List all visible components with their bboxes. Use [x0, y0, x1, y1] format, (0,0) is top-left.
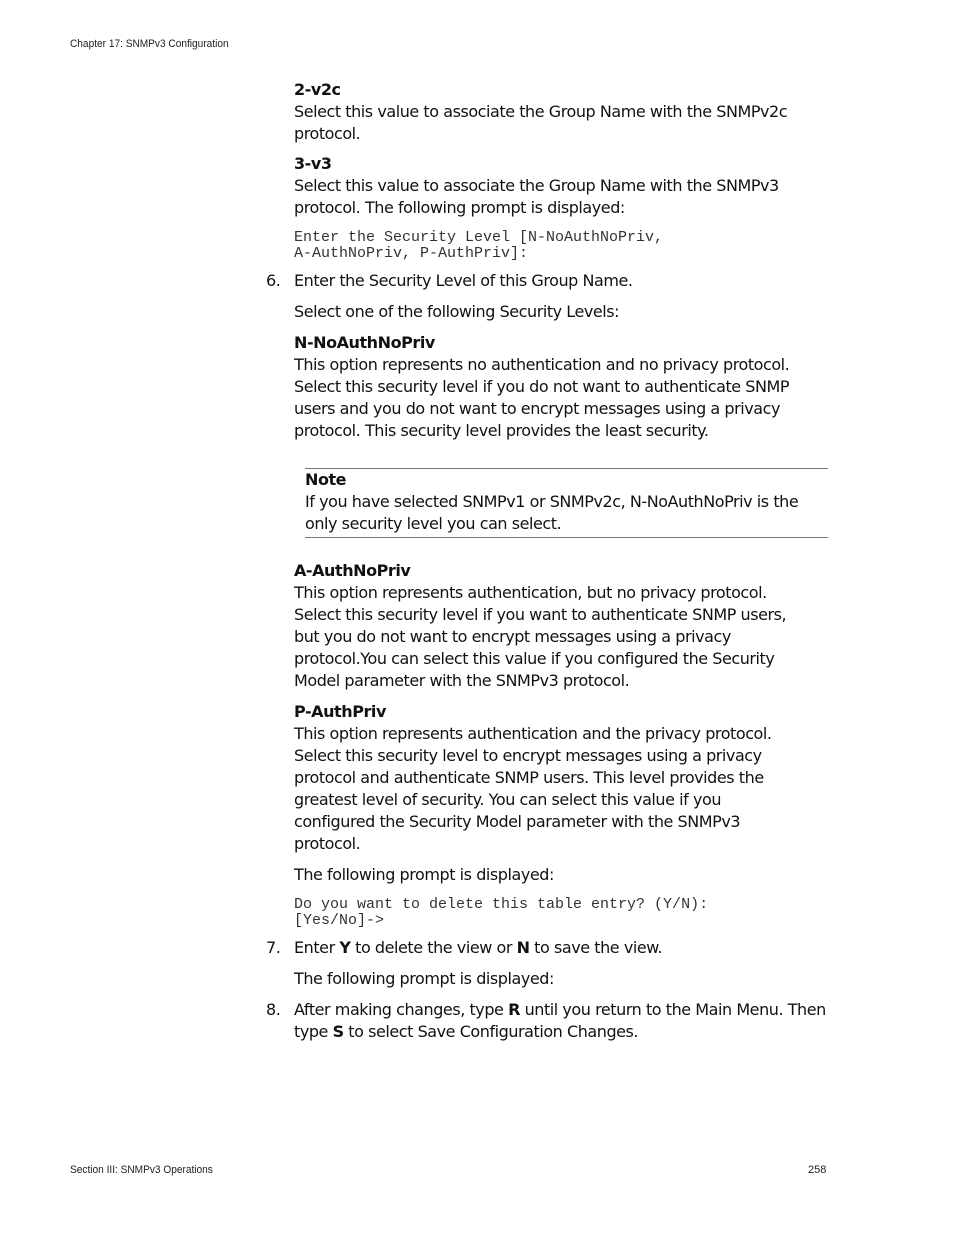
option-v2c	[294, 79, 834, 145]
step-number: 6.	[266, 271, 281, 290]
key-r: R	[508, 1000, 520, 1019]
step-text-post: to save the view.	[529, 938, 663, 957]
code-line: Enter the Security Level [N-NoAuthNoPriv,	[294, 229, 664, 246]
step-6	[266, 270, 834, 292]
step-text-pre: Enter	[294, 938, 340, 957]
step-number: 7.	[266, 938, 281, 957]
running-header: Chapter 17: SNMPv3 Configuration	[70, 38, 229, 50]
option-description: This option represents authentication and the privacy protocol. Select this security level to encrypt messages using a privacy protocol and authenticate SNMP users. This level provides the greatest level of security. You can select this value if you configured the Security Model parameter with the SNMPv3 protocol.	[294, 724, 772, 853]
step-6-intro: Select one of the following Security Levels:	[294, 302, 620, 321]
code-line: A-AuthNoPriv, P-AuthPriv]:	[294, 245, 529, 262]
code-prompt-security-level	[294, 230, 834, 262]
option-v3	[294, 153, 834, 219]
option-authnopriv	[294, 560, 834, 692]
code-line: Do you want to delete this table entry? (Y/N):	[294, 896, 709, 913]
code-prompt-delete	[294, 897, 834, 929]
step-8	[266, 999, 834, 1043]
option-description: This option represents no authentication and no privacy protocol. Select this security level if you do not want to authenticate SNMP users and you do not want to encrypt messages using a privacy protocol. This security level provides the least security.	[294, 355, 790, 440]
option-noauthnopriv	[294, 332, 834, 442]
option-authpriv	[294, 701, 834, 855]
step-text-pre: After making changes, type	[294, 1000, 509, 1019]
option-description: Select this value to associate the Group Name with the SNMPv2c protocol.	[294, 102, 788, 143]
option-term: 2-v2c	[294, 80, 341, 99]
step-7	[266, 937, 834, 959]
option-term: A-AuthNoPriv	[294, 561, 411, 580]
step-text-post: to select Save Configuration Changes.	[343, 1022, 639, 1041]
option-term: 3-v3	[294, 154, 332, 173]
option-term: N-NoAuthNoPriv	[294, 333, 435, 352]
step-number: 8.	[266, 1000, 281, 1019]
step-text: Enter the Security Level of this Group Name.	[294, 271, 633, 290]
key-y: Y	[339, 938, 351, 957]
note-title: Note	[305, 470, 347, 489]
note-box	[305, 468, 828, 538]
option-description: Select this value to associate the Group Name with the SNMPv3 protocol. The following prompt is displayed:	[294, 176, 779, 217]
following-prompt-text: The following prompt is displayed:	[294, 969, 554, 988]
step-text-mid: to delete the view or	[350, 938, 517, 957]
step-text-mid: until you return to the Main Menu. Then type	[294, 1000, 826, 1041]
page-number: 258	[808, 1164, 827, 1176]
option-term: P-AuthPriv	[294, 702, 386, 721]
page-body	[266, 79, 834, 1043]
following-prompt-text: The following prompt is displayed:	[294, 865, 554, 884]
running-footer-section: Section III: SNMPv3 Operations	[70, 1164, 213, 1176]
key-n: N	[516, 938, 530, 957]
code-line: [Yes/No]->	[294, 912, 385, 929]
note-text: If you have selected SNMPv1 or SNMPv2c, N-NoAuthNoPriv is the only security level you can select.	[305, 492, 799, 533]
key-s: S	[332, 1022, 344, 1041]
option-description: This option represents authentication, but no privacy protocol. Select this security level if you want to authenticate SNMP users, but you do not want to encrypt messages using a privacy protocol.You can select this value if you configured the Security Model parameter with the SNMPv3 protocol.	[294, 583, 787, 690]
